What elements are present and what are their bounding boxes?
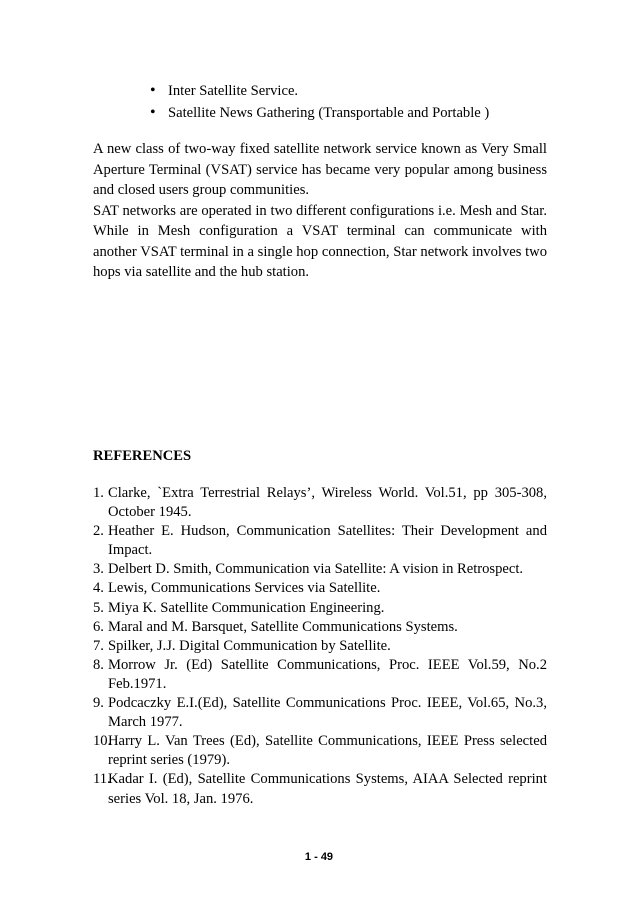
reference-text: Podcaczky E.I.(Ed), Satellite Communications Proc. IEEE, Vol.65, No.3, March 1977. bbox=[108, 695, 547, 731]
bullet-icon: • bbox=[150, 82, 156, 99]
reference-text: Morrow Jr. (Ed) Satellite Communications, Proc. IEEE Vol.59, No.2 Feb.1971. bbox=[108, 656, 547, 692]
reference-item bbox=[93, 770, 547, 808]
reference-number: 8. bbox=[93, 656, 104, 673]
bullet-icon: • bbox=[150, 104, 156, 121]
bullet-item bbox=[150, 102, 570, 124]
reference-number: 4. bbox=[93, 580, 104, 597]
reference-number: 5. bbox=[93, 599, 104, 616]
page-number: 1 - 49 bbox=[304, 851, 334, 863]
reference-item bbox=[93, 560, 547, 579]
reference-text: Maral and M. Barsquet, Satellite Communications Systems. bbox=[108, 618, 458, 635]
reference-text: Clarke, `Extra Terrestrial Relays’, Wireless World. Vol.51, pp 305-308, October 1945. bbox=[108, 485, 547, 521]
reference-item bbox=[93, 618, 547, 637]
reference-number: 7. bbox=[93, 637, 104, 654]
reference-text: Miya K. Satellite Communication Engineering. bbox=[108, 599, 385, 616]
paragraph: SAT networks are operated in two different configurations i.e. Mesh and Star. While in Mesh configuration a VSAT terminal can communicate with another VSAT terminal in a single hop connection, Star network involves two hops via satellite and the hub station. bbox=[93, 202, 547, 280]
bullet-text: Inter Satellite Service. bbox=[168, 83, 299, 99]
bullet-text: Satellite News Gathering (Transportable and Portable ) bbox=[168, 105, 490, 121]
reference-text: Kadar I. (Ed), Satellite Communications Systems, AIAA Selected reprint series Vol. 18, Jan. 1976. bbox=[108, 771, 547, 807]
reference-item bbox=[93, 732, 547, 770]
reference-text: Spilker, J.J. Digital Communication by Satellite. bbox=[108, 637, 391, 654]
reference-item bbox=[93, 599, 547, 618]
reference-item bbox=[93, 656, 547, 694]
paragraph: A new class of two-way fixed satellite network service known as Very Small Aperture Terminal (VSAT) service has became very popular among business and closed users group communities. bbox=[93, 141, 547, 198]
reference-text: Lewis, Communications Services via Satellite. bbox=[108, 580, 381, 597]
reference-item bbox=[93, 484, 547, 522]
references-list bbox=[93, 484, 547, 809]
reference-text: Delbert D. Smith, Communication via Satellite: A vision in Retrospect. bbox=[108, 561, 524, 578]
reference-number: 11. bbox=[93, 771, 111, 788]
bullet-item bbox=[150, 80, 570, 102]
references-heading: REFERENCES bbox=[93, 448, 192, 464]
reference-item bbox=[93, 522, 547, 560]
reference-text: Heather E. Hudson, Communication Satellites: Their Development and Impact. bbox=[108, 523, 547, 559]
reference-item bbox=[93, 579, 547, 598]
service-bullet-list bbox=[150, 80, 570, 124]
reference-text: Harry L. Van Trees (Ed), Satellite Communications, IEEE Press selected reprint series (1979). bbox=[108, 733, 547, 769]
reference-item bbox=[93, 694, 547, 732]
reference-number: 9. bbox=[93, 695, 104, 712]
body-text bbox=[93, 139, 547, 283]
reference-number: 1. bbox=[93, 485, 104, 501]
reference-number: 2. bbox=[93, 523, 104, 540]
reference-number: 10. bbox=[93, 733, 112, 750]
reference-item bbox=[93, 637, 547, 656]
reference-number: 6. bbox=[93, 618, 104, 635]
reference-number: 3. bbox=[93, 561, 104, 578]
